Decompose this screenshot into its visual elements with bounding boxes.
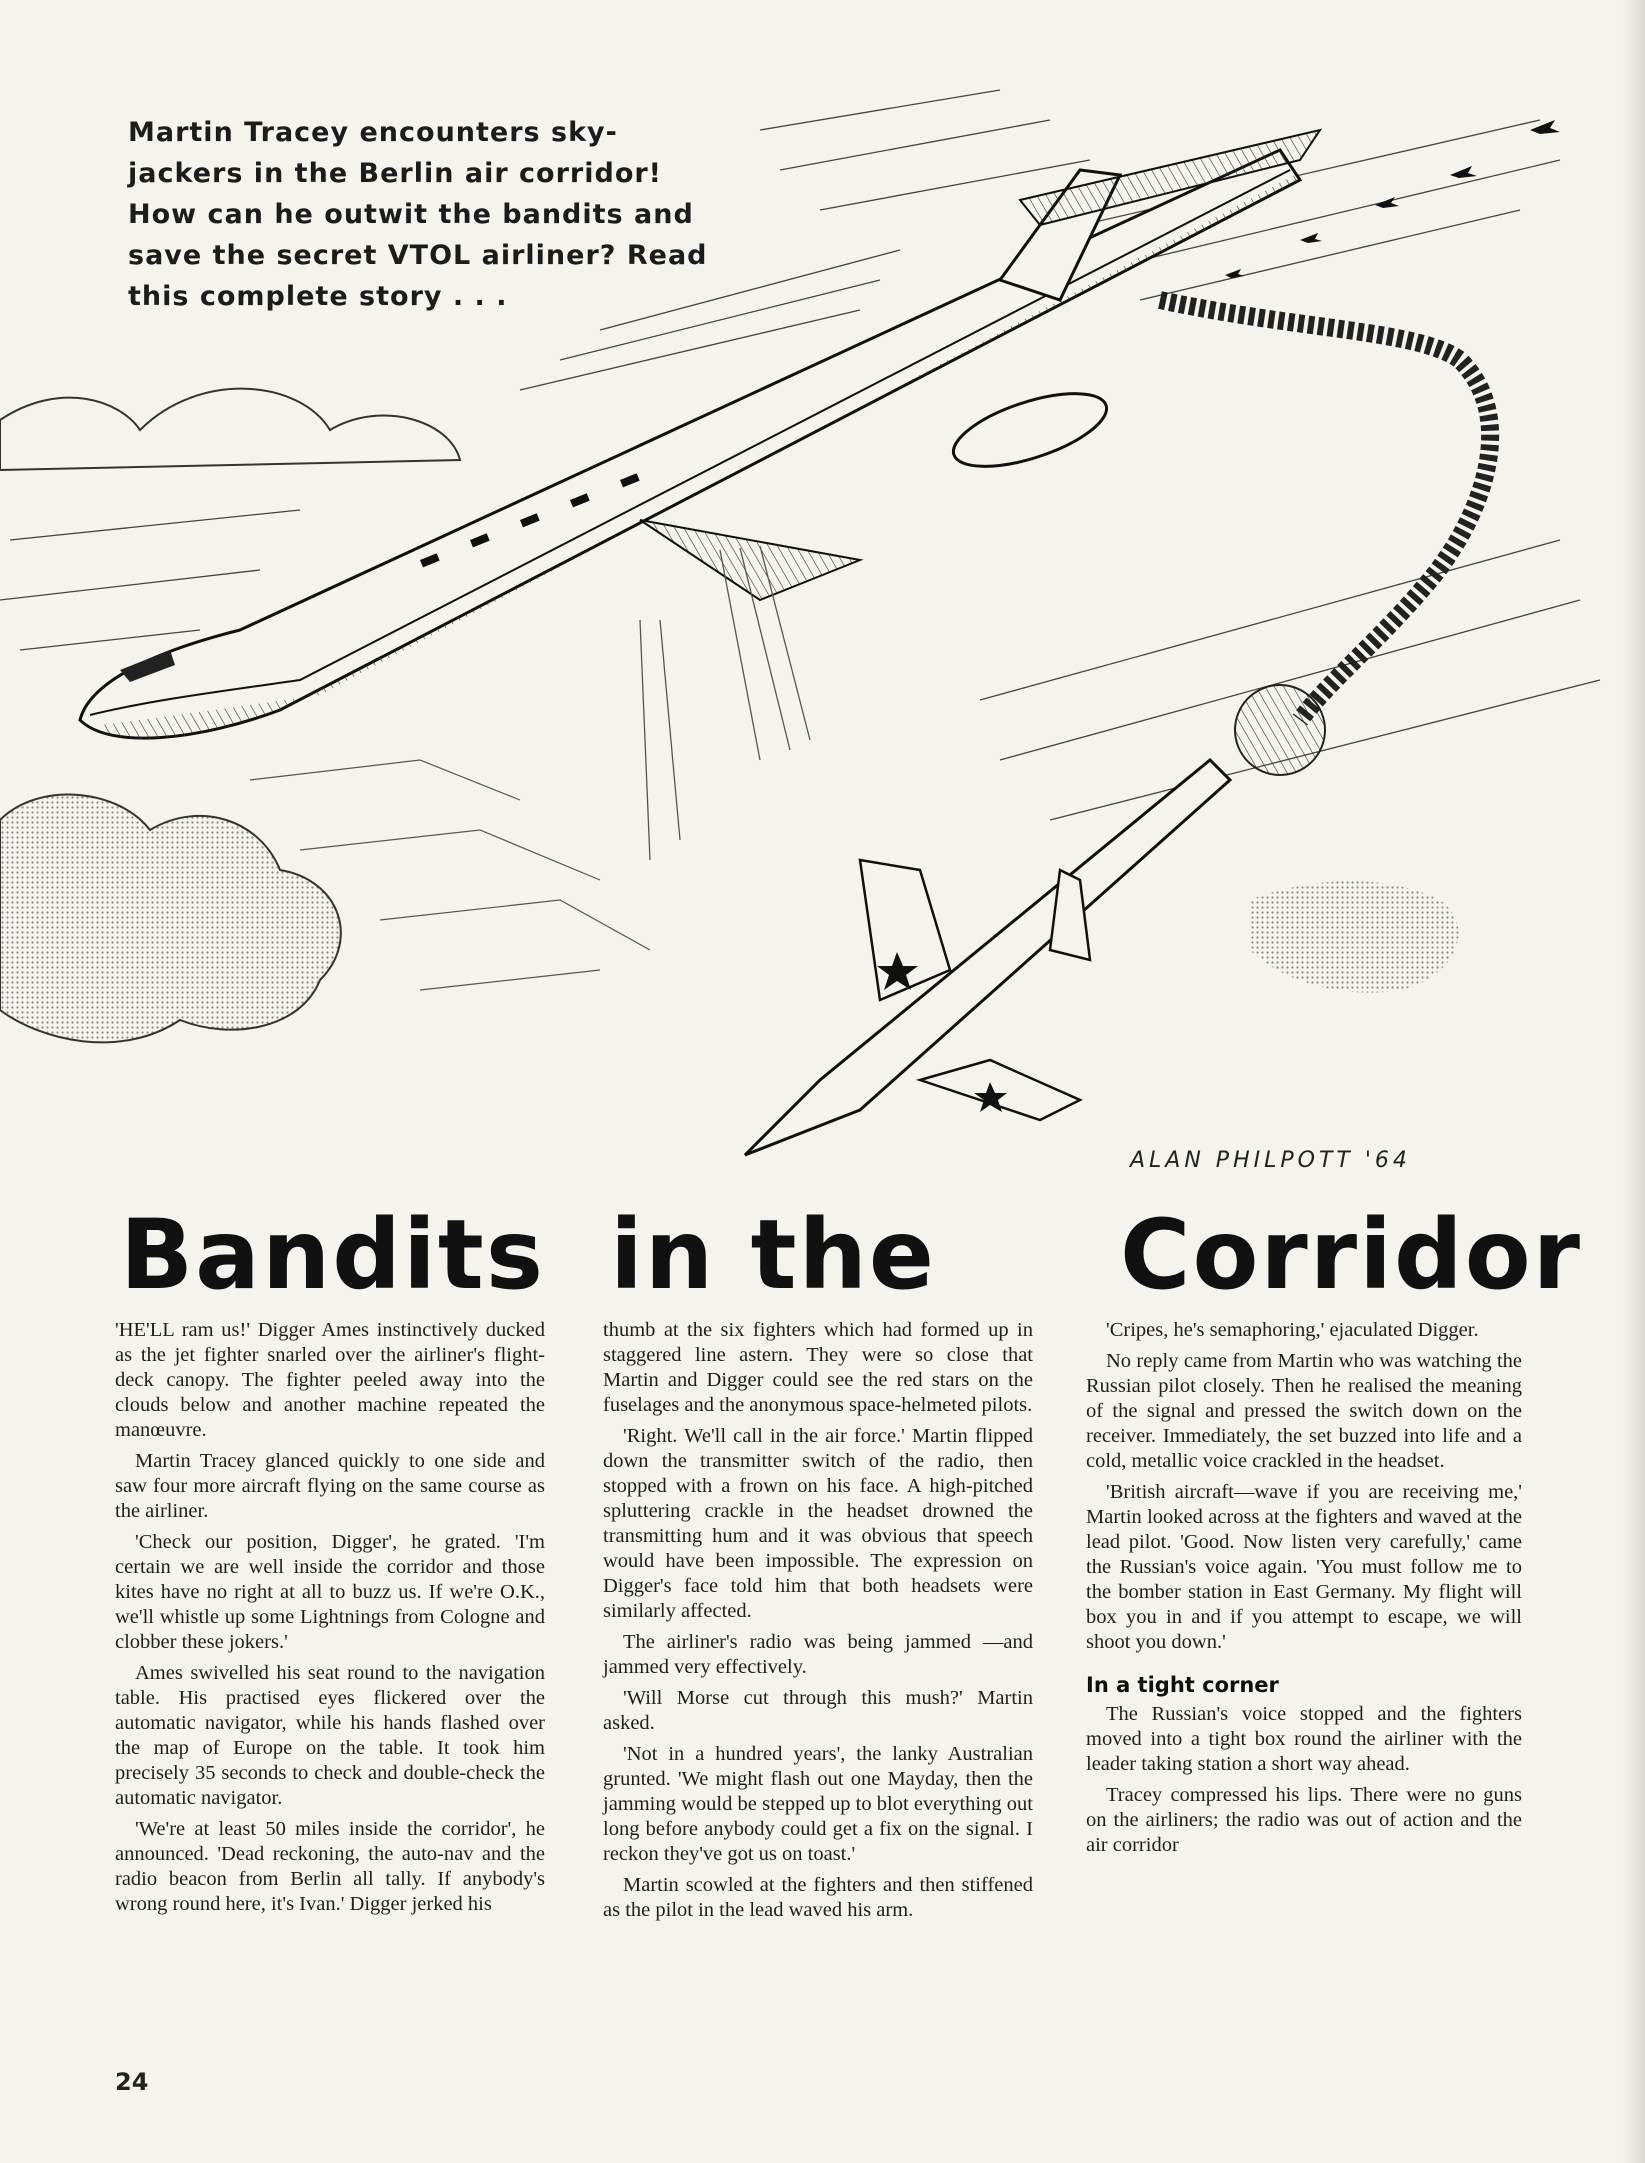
headline-word-3: Corridor [1120, 1199, 1583, 1311]
paragraph: The Russian's voice stopped and the fighters moved into a tight box round the airliner with the leader taking station a short way ahead. [1086, 1703, 1522, 1775]
paragraph: No reply came from Martin who was watching the Russian pilot closely. Then he realised the meaning of the signal and pressed the switch down on the receiver. Immediately, the set buzzed into life and a cold, metallic voice crackled in the headset. [1086, 1350, 1522, 1472]
page-number: 24 [115, 2068, 149, 2096]
paragraph: Martin Tracey glanced quickly to one side and saw four more aircraft flying on the same course as the airliner. [115, 1450, 545, 1522]
headline-word-2: in the [610, 1199, 937, 1311]
paragraph: 'Check our position, Digger', he grated. 'I'm certain we are well inside the corridor and those kites have no right at all to buzz us. If we're O.K., we'll whistle up some Lightnings from Cologne and clobber these jokers.' [115, 1531, 545, 1653]
headline-word-1: Bandits [120, 1199, 545, 1311]
paragraph: 'Will Morse cut through this mush?' Martin asked. [603, 1687, 1033, 1734]
section-subheading: In a tight corner [1086, 1673, 1279, 1697]
paragraph: 'HE'LL ram us!' Digger Ames instinctively ducked as the jet fighter snarled over the airliner's flight-deck canopy. The fighter peeled away into the clouds below and another machine repeated the manœuvre. [115, 1319, 545, 1441]
paragraph: thumb at the six fighters which had formed up in staggered line astern. They were so close that Martin and Digger could see the red stars on the fuselages and the anonymous space-helmeted pilots. [603, 1319, 1033, 1416]
paragraph: Ames swivelled his seat round to the navigation table. His practised eyes flickered over the automatic navigator, while his hands flashed over the map of Europe on the table. It took him precisely 35 seconds to check and double-check the automatic navigator. [115, 1662, 545, 1809]
text-column-1 [115, 1318, 545, 1923]
paragraph: 'Cripes, he's semaphoring,' ejaculated Digger. [1106, 1319, 1479, 1341]
text-column-3 [1086, 1318, 1522, 1864]
page-edge-shadow [1623, 0, 1645, 2163]
story-headline [120, 1199, 1583, 1311]
paragraph: The airliner's radio was being jammed —and jammed very effectively. [603, 1631, 1033, 1678]
artist-signature: ALAN PHILPOTT '64 [1130, 1148, 1411, 1173]
paragraph: 'British aircraft—wave if you are receiving me,' Martin looked across at the fighters and waved at the lead pilot. 'Good. Now listen very carefully,' came the Russian's voice again. 'You must follow me to the bomber station in East Germany. My flight will box you in and if you attempt to escape, we will shoot you down.' [1086, 1481, 1522, 1653]
paragraph: Martin scowled at the fighters and then stiffened as the pilot in the lead waved his arm. [603, 1874, 1033, 1921]
paragraph: Tracey compressed his lips. There were no guns on the airliners; the radio was out of action and the air corridor [1086, 1784, 1522, 1856]
paragraph: 'Right. We'll call in the air force.' Martin flipped down the transmitter switch of the radio, then stopped with a frown on his face. A high-pitched spluttering crackle in the headset drowned the transmitting hum and it was obvious that speech would have been impossible. The expression on Digger's face told him that both headsets were similarly affected. [603, 1425, 1033, 1622]
text-column-2 [603, 1318, 1033, 1929]
intro-blurb: Martin Tracey encounters sky-jackers in the Berlin air corridor! How can he outwit the bandits and save the secret VTOL airliner? Read this complete story . . . [128, 117, 708, 312]
paragraph: 'Not in a hundred years', the lanky Australian grunted. 'We might flash out one Mayday, then the jamming would be stepped up to blot everything out long before anybody could get a fix on the signal. I reckon they've got us on toast.' [603, 1743, 1033, 1865]
paragraph: 'We're at least 50 miles inside the corridor', he announced. 'Dead reckoning, the auto-nav and the radio beacon from Berlin all tally. If anybody's wrong round here, it's Ivan.' Digger jerked his [115, 1818, 545, 1915]
